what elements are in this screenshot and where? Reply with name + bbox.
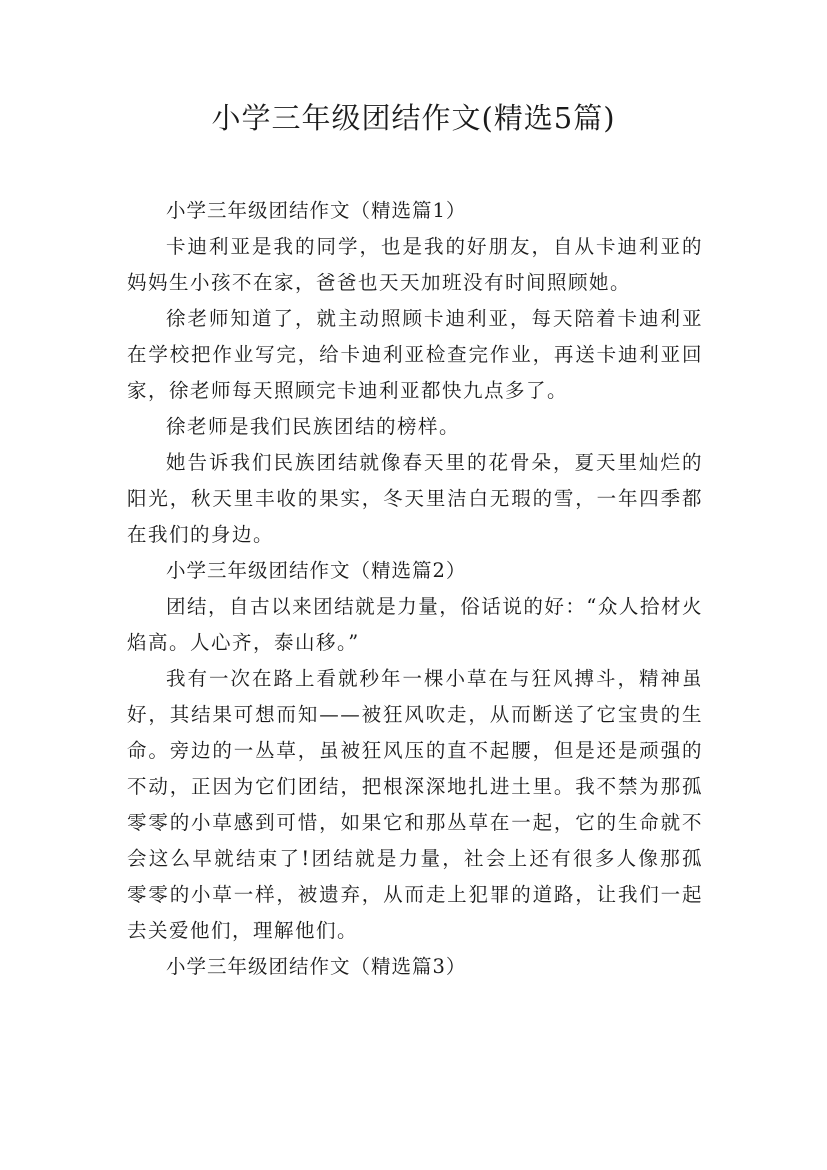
section-heading-3: 小学三年级团结作文（精选篇3）	[166, 955, 467, 978]
document-body	[127, 193, 703, 985]
section-heading-1: 小学三年级团结作文（精选篇1）	[166, 199, 467, 222]
document-title: 小学三年级团结作文(精选5篇)	[211, 101, 616, 135]
paragraph: 团结，自古以来团结就是力量，俗话说的好：“众人拾材火焰高。人心齐，泰山移。”	[127, 595, 703, 654]
paragraph: 她告诉我们民族团结就像春天里的花骨朵，夏天里灿烂的阳光，秋天里丰收的果实，冬天里洁白无瑕的雪，一年四季都在我们的身边。	[127, 451, 703, 546]
section-heading-2: 小学三年级团结作文（精选篇2）	[166, 559, 467, 582]
paragraph: 我有一次在路上看就秒年一棵小草在与狂风搏斗，精神虽好，其结果可想而知——被狂风吹走，从而断送了它宝贵的生命。旁边的一丛草，虽被狂风压的直不起腰，但是还是顽强的不动，正因为它们团结，把根深深地扎进土里。我不禁为那孤零零的小草感到可惜，如果它和那丛草在一起，它的生命就不会这么早就结束了!团结就是力量，社会上还有很多人像那孤零零的小草一样，被遗弃，从而走上犯罪的道路，让我们一起去关爱他们，理解他们。	[127, 667, 703, 942]
paragraph: 徐老师知道了，就主动照顾卡迪利亚，每天陪着卡迪利亚在学校把作业写完，给卡迪利亚检查完作业，再送卡迪利亚回家，徐老师每天照顾完卡迪利亚都快九点多了。	[127, 307, 703, 402]
paragraph: 卡迪利亚是我的同学，也是我的好朋友，自从卡迪利亚的妈妈生小孩不在家，爸爸也天天加班没有时间照顾她。	[127, 235, 703, 294]
paragraph: 徐老师是我们民族团结的榜样。	[166, 415, 461, 438]
